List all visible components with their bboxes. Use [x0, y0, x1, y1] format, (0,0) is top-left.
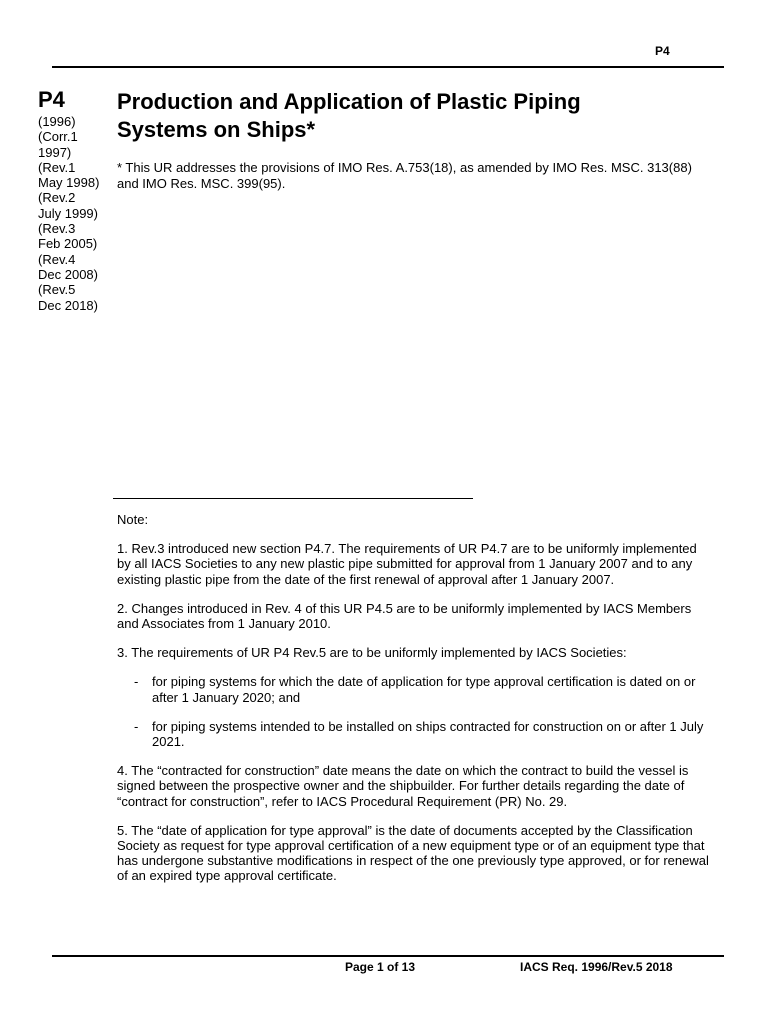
note-2: 2. Changes introduced in Rev. 4 of this UR P4.5 are to be uniformly implemented by IACS Members and Associates from 1 January 2010. — [117, 600, 692, 632]
history-line: May 1998) — [38, 175, 100, 191]
history-line: Feb 2005) — [38, 236, 98, 252]
note-3: 3. The requirements of UR P4 Rev.5 are to be uniformly implemented by IACS Societies: — [117, 645, 627, 661]
history-line: July 1999) — [38, 205, 98, 221]
document-code: P4 — [38, 87, 65, 112]
note-1: 1. Rev.3 introduced new section P4.7. The requirements of UR P4.7 are to be uniformly implemented by all IACS Societies to any new plastic pipe submitted for approval from 1 January 2007 and to any existing plastic pipe from the date of the first renewal of approval after 1 January 2007. — [117, 541, 697, 587]
history-line: Dec 2008) — [38, 266, 98, 282]
header-code: P4 — [655, 44, 670, 58]
history-line: (Corr.1 — [38, 129, 78, 145]
document-title — [117, 88, 717, 144]
note-4: 4. The “contracted for construction” date means the date on which the contract to build the vessel is signed between the prospective owner and the shipbuilder. For further details regarding the date of “contract for construction”, refer to IACS Procedural Requirement (PR) No. 29. — [117, 763, 689, 809]
dash-marker: - — [134, 674, 139, 690]
note-3-bullet-2 — [134, 719, 713, 749]
history-line: (Rev.2 — [38, 190, 76, 206]
notes-section — [117, 512, 713, 898]
bullet-text: for piping systems for which the date of application for type approval certification is dated on or after 1 January 2020; and — [152, 674, 696, 705]
notes-heading: Note: — [117, 512, 149, 527]
history-line: (Rev.5 — [38, 282, 76, 298]
title-line-2: Systems on Ships* — [117, 117, 316, 142]
history-line: (Rev.1 — [38, 159, 76, 175]
history-line: (1996) — [38, 114, 76, 129]
note-separator — [113, 498, 473, 499]
title-line-1: Production and Application of Plastic Piping — [117, 89, 581, 114]
history-line: (Rev.3 — [38, 221, 76, 237]
page-number: Page 1 of 13 — [345, 960, 416, 974]
note-3-bullet-1 — [134, 674, 713, 704]
revision-history — [38, 114, 99, 313]
bullet-text: for piping systems intended to be installed on ships contracted for construction on or after 1 July 2021. — [152, 718, 704, 750]
title-footnote: * This UR addresses the provisions of IMO Res. A.753(18), as amended by IMO Res. MSC. 313(88) and IMO Res. MSC. 399(95). — [117, 160, 692, 191]
history-line: 1997) — [38, 144, 72, 160]
header-rule — [52, 66, 724, 68]
dash-marker: - — [134, 718, 139, 734]
footer-rule — [52, 955, 724, 957]
note-5: 5. The “date of application for type approval” is the date of documents accepted by the Classification Society as request for type approval certification of a new equipment type or of an equipment type that has undergone substantive modifications in respect of the one previously type approved, or for renewal of an expired type approval certificate. — [117, 822, 709, 884]
history-line: Dec 2018) — [38, 297, 98, 313]
history-line: (Rev.4 — [38, 251, 76, 267]
footer-reference: IACS Req. 1996/Rev.5 2018 — [520, 960, 673, 974]
